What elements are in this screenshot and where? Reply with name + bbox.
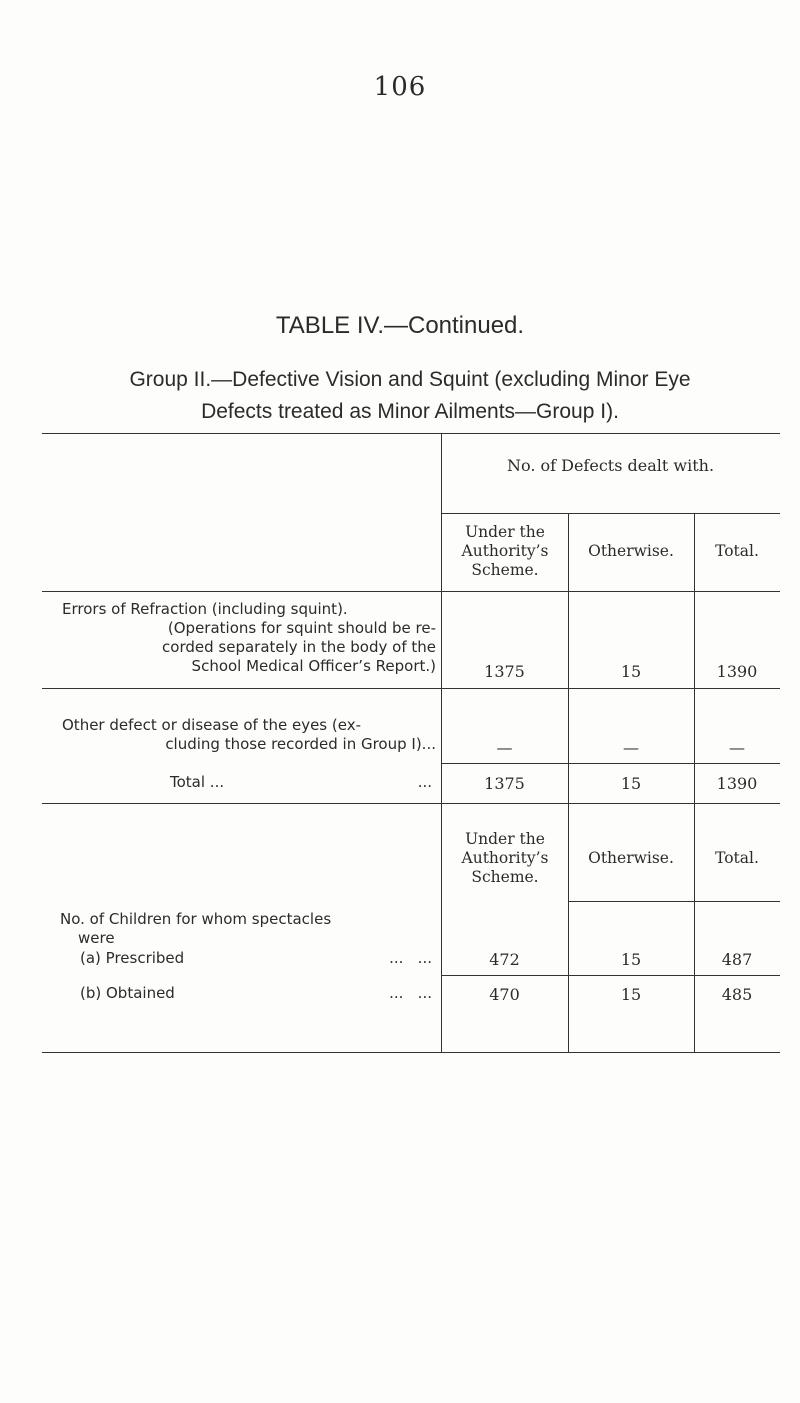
intro-line: No. of Children for whom spectacles xyxy=(60,910,332,928)
cell-value: 15 xyxy=(620,662,642,681)
rule xyxy=(42,591,780,592)
cell-value: 1390 xyxy=(716,662,758,681)
row-label-total xyxy=(170,773,436,792)
page-number: 106 xyxy=(373,72,427,102)
rule xyxy=(42,688,780,689)
leader-dots: ... ... xyxy=(389,949,432,967)
cell-value: 470 xyxy=(489,985,520,1004)
row-label: (a) Prescribed xyxy=(80,949,185,967)
row-label-line: corded separately in the body of the xyxy=(162,638,436,656)
table-heading: TABLE IV.—Continued. xyxy=(275,312,525,339)
table-subheading xyxy=(40,364,780,428)
row-label-other-defect xyxy=(46,716,436,754)
subheading-line-2: Defects treated as Minor Ailments—Group I). xyxy=(201,400,619,423)
rule xyxy=(441,763,780,764)
col-header-total: Total. xyxy=(715,542,759,560)
row-label-line: School Medical Officer’s Report.) xyxy=(191,657,436,675)
cell-value: — xyxy=(729,738,745,757)
rule xyxy=(568,803,569,1052)
col-header-total: Total. xyxy=(715,849,759,867)
cell-value: — xyxy=(496,738,513,757)
rule xyxy=(42,803,780,804)
cell-value: 1375 xyxy=(484,662,525,681)
cell-value: — xyxy=(623,738,639,757)
row-label: (b) Obtained xyxy=(80,984,175,1002)
children-spectacles-intro xyxy=(60,910,440,948)
rule xyxy=(568,901,780,902)
col-header-otherwise: Otherwise. xyxy=(588,542,674,560)
rule xyxy=(441,975,780,976)
row-label-errors-of-refraction xyxy=(46,600,436,676)
rule xyxy=(42,1052,780,1053)
group-header: No. of Defects dealt with. xyxy=(506,456,715,475)
row-label-prescribed xyxy=(80,949,436,968)
cell-value: 487 xyxy=(721,950,753,969)
rule xyxy=(694,803,695,1052)
cell-value: 472 xyxy=(489,950,520,969)
cell-value: 1390 xyxy=(716,774,758,793)
rule xyxy=(441,803,442,1052)
cell-value: 485 xyxy=(721,985,753,1004)
col-header-otherwise: Otherwise. xyxy=(588,849,674,867)
cell-value: 15 xyxy=(620,774,642,793)
col-header-authority: Under the Authority’s Scheme. xyxy=(461,523,549,579)
col-header-authority: Under the Authority’s Scheme. xyxy=(461,830,549,886)
cell-value: 1375 xyxy=(484,774,525,793)
row-label-line: cluding those recorded in Group I)... xyxy=(165,735,436,753)
cell-value: 15 xyxy=(620,950,642,969)
rule xyxy=(441,513,780,514)
subheading-line-1: Group II.—Defective Vision and Squint (excluding Minor Eye xyxy=(129,368,691,391)
leader-dots: ... xyxy=(417,773,432,791)
row-label-line: (Operations for squint should be re- xyxy=(167,619,436,637)
intro-line: were xyxy=(78,929,115,947)
row-label-obtained xyxy=(80,984,436,1003)
total-label: Total ... xyxy=(170,773,225,791)
cell-value: 15 xyxy=(620,985,642,1004)
row-label-line: Other defect or disease of the eyes (ex- xyxy=(62,716,361,734)
row-label-line: Errors of Refraction (including squint). xyxy=(62,600,348,618)
rule xyxy=(42,433,780,434)
leader-dots: ... ... xyxy=(389,984,432,1002)
